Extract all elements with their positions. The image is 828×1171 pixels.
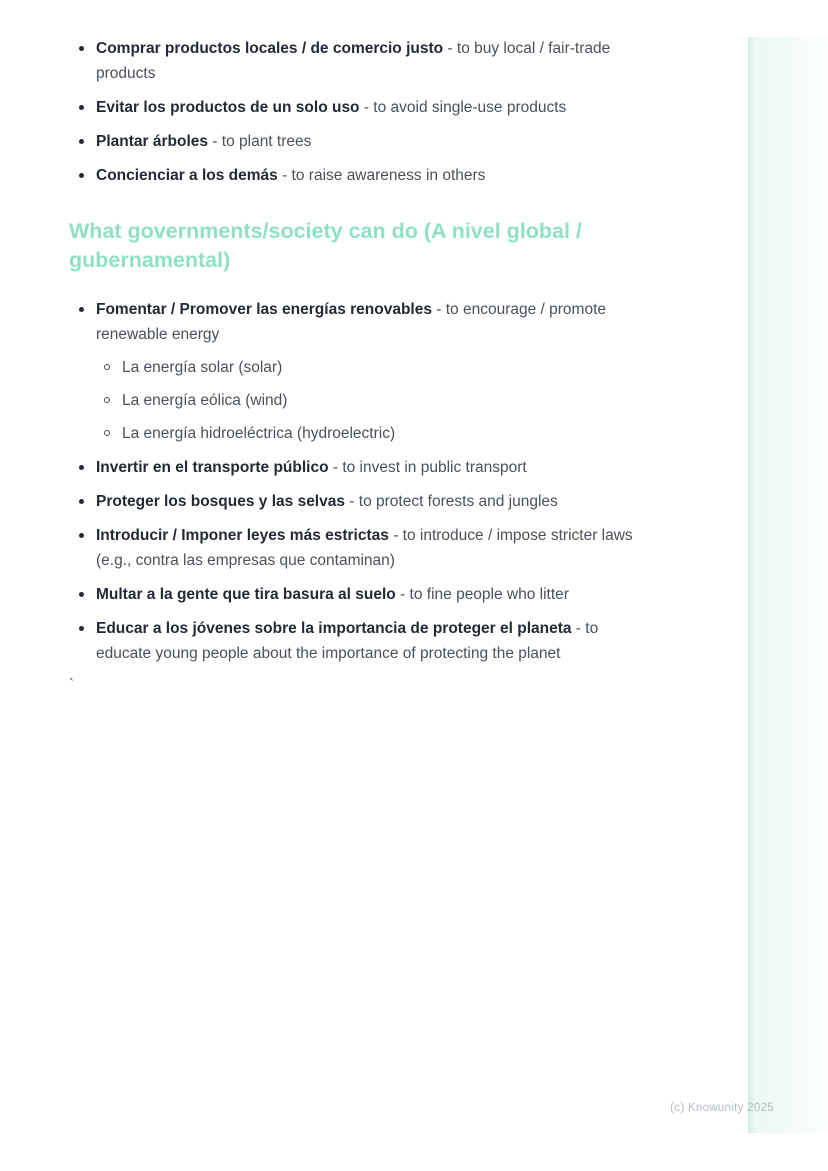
vocab-item — [69, 95, 647, 120]
translation-english: - to invest in public transport — [328, 459, 527, 476]
individual-actions-list — [69, 36, 647, 188]
term-spanish: Invertir en el transporte público — [96, 459, 329, 476]
term-spanish: Concienciar a los demás — [96, 167, 278, 184]
translation-english: - to fine people who litter — [395, 586, 569, 603]
translation-english: - to introduce / impose stricter laws (e.g., contra las empresas que contaminan) — [96, 527, 633, 569]
term-spanish: Evitar los productos de un solo uso — [96, 99, 360, 116]
translation-english: - to raise awareness in others — [277, 167, 486, 184]
government-actions-list — [69, 297, 647, 666]
right-accent-band — [748, 37, 828, 1133]
vocab-item — [69, 616, 647, 666]
vocab-item — [69, 36, 647, 86]
term-spanish: Plantar árboles — [96, 133, 208, 150]
term-spanish: Introducir / Imponer leyes más estrictas — [96, 527, 389, 544]
sub-item: La energía hidroeléctrica (hydroelectric) — [96, 421, 647, 446]
copyright-footer: (c) Knowunity 2025 — [670, 1102, 774, 1114]
stray-character: ` — [69, 676, 74, 693]
term-spanish: Educar a los jóvenes sobre la importancia de proteger el planeta — [96, 620, 572, 637]
term-spanish: Proteger los bosques y las selvas — [96, 493, 345, 510]
document-page — [69, 36, 647, 695]
term-spanish: Fomentar / Promover las energías renovables — [96, 301, 432, 318]
vocab-item — [69, 455, 647, 480]
sub-items-list — [96, 355, 647, 446]
translation-english: - to protect forests and jungles — [344, 493, 558, 510]
translation-english: - to plant trees — [208, 133, 312, 150]
translation-english: - to avoid single-use products — [359, 99, 567, 116]
sub-item: La energía solar (solar) — [96, 355, 647, 380]
vocab-item — [69, 489, 647, 514]
translation-english: - to educate young people about the importance of protecting the planet — [96, 620, 599, 662]
section-heading: What governments/society can do (A nivel global / gubernamental) — [69, 219, 582, 272]
translation-english: - to buy local / fair-trade products — [96, 40, 611, 82]
vocab-item — [69, 582, 647, 607]
vocab-item — [69, 297, 647, 446]
vocab-item — [69, 129, 647, 154]
vocab-item — [69, 163, 647, 188]
vocab-item — [69, 523, 647, 573]
translation-english: - to encourage / promote renewable energy — [96, 301, 607, 343]
term-spanish: Comprar productos locales / de comercio justo — [96, 40, 444, 57]
sub-item: La energía eólica (wind) — [96, 388, 647, 413]
term-spanish: Multar a la gente que tira basura al suelo — [96, 586, 396, 603]
